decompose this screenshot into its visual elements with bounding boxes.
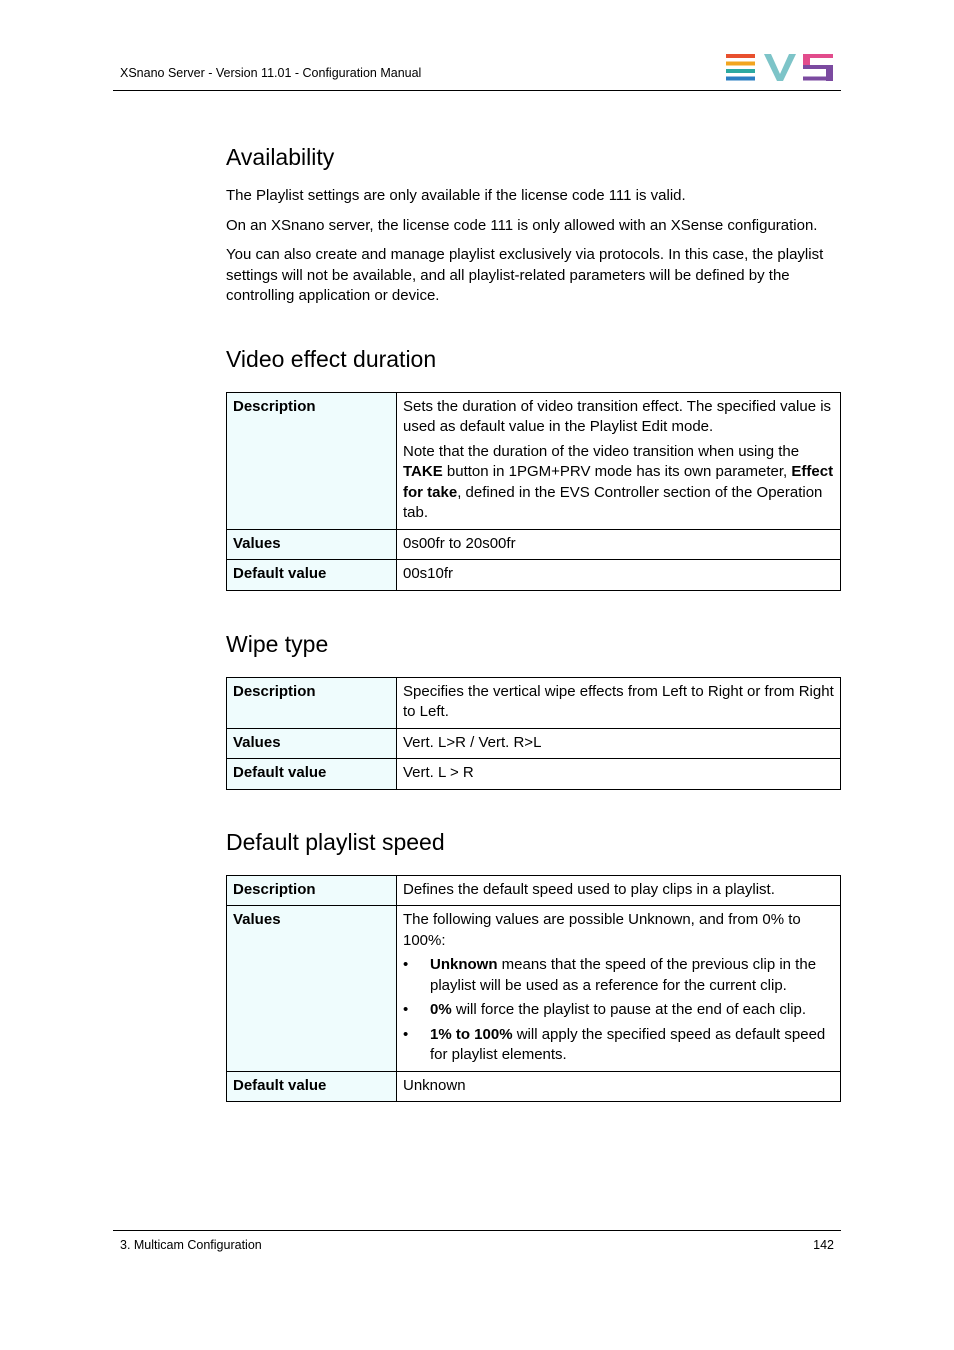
availability-paragraph-2: On an XSnano server, the license code 111 is only allowed with an XSense configuration. <box>226 216 818 234</box>
wipe-type-description: Specifies the vertical wipe effects from Left to Right or from Right to Left. <box>397 677 841 728</box>
video-effect-default: 00s10fr <box>397 560 841 591</box>
list-item: • 1% to 100% will apply the specified speed as default speed for playlist elements. <box>403 1025 834 1066</box>
playlist-speed-description: Defines the default speed used to play clips in a playlist. <box>397 875 841 906</box>
playlist-speed-table <box>226 875 841 1103</box>
values-label: Values <box>227 728 397 759</box>
default-value-label: Default value <box>227 1071 397 1102</box>
wipe-type-values: Vert. L>R / Vert. R>L <box>397 728 841 759</box>
playlist-speed-heading: Default playlist speed <box>226 828 445 855</box>
evs-logo <box>726 54 834 81</box>
header-divider <box>113 90 841 91</box>
list-item: • 0% will force the playlist to pause at the end of each clip. <box>403 1000 834 1021</box>
playlist-speed-default: Unknown <box>397 1071 841 1102</box>
video-effect-note: Note that the duration of the video transition when using the TAKE button in 1PGM+PRV mode has its own parameter, Effect for take, defined in the EVS Controller section of the Operation tab. <box>403 442 834 521</box>
values-cell <box>397 906 841 1072</box>
description-cell <box>397 392 841 529</box>
values-list <box>403 955 834 1066</box>
list-item: • Unknown means that the speed of the previous clip in the playlist will be used as a reference for the current clip. <box>403 955 834 996</box>
table-row <box>227 728 841 759</box>
wipe-type-heading: Wipe type <box>226 630 329 657</box>
page-number: 142 <box>813 1238 834 1252</box>
video-effect-heading: Video effect duration <box>226 345 437 372</box>
effect-for-take-keyword: Effect for take <box>403 463 834 501</box>
page-content <box>226 140 841 1102</box>
video-effect-description: Sets the duration of video transition effect. The specified value is used as default value in the Playlist Edit mode. <box>403 397 832 435</box>
table-row <box>227 1071 841 1102</box>
table-row <box>227 906 841 1072</box>
availability-paragraph-1: The Playlist settings are only available if the license code 111 is valid. <box>226 187 686 204</box>
default-value-label: Default value <box>227 560 397 591</box>
video-effect-table <box>226 392 841 591</box>
availability-paragraph-3: You can also create and manage playlist exclusively via protocols. In this case, the playlist settings will not be available, and all playlist-related parameters will be defined by the controlling application or device. <box>226 246 824 304</box>
default-value-label: Default value <box>227 759 397 790</box>
video-effect-values: 0s00fr to 20s00fr <box>397 529 841 560</box>
table-row <box>227 759 841 790</box>
values-label: Values <box>227 906 397 1072</box>
availability-heading: Availability <box>226 144 335 170</box>
description-label: Description <box>227 677 397 728</box>
table-row <box>227 392 841 529</box>
table-row <box>227 529 841 560</box>
table-row <box>227 560 841 591</box>
footer-chapter: 3. Multicam Configuration <box>120 1238 262 1252</box>
wipe-type-table <box>226 677 841 790</box>
wipe-type-default: Vert. L > R <box>397 759 841 790</box>
playlist-speed-values-intro: The following values are possible Unknown, and from 0% to 100%: <box>403 911 801 949</box>
table-row <box>227 677 841 728</box>
footer-divider <box>113 1230 841 1231</box>
take-keyword: TAKE <box>403 463 443 480</box>
values-label: Values <box>227 529 397 560</box>
table-row <box>227 875 841 906</box>
description-label: Description <box>227 875 397 906</box>
header-title: XSnano Server - Version 11.01 - Configuration Manual <box>120 66 422 80</box>
description-label: Description <box>227 392 397 529</box>
